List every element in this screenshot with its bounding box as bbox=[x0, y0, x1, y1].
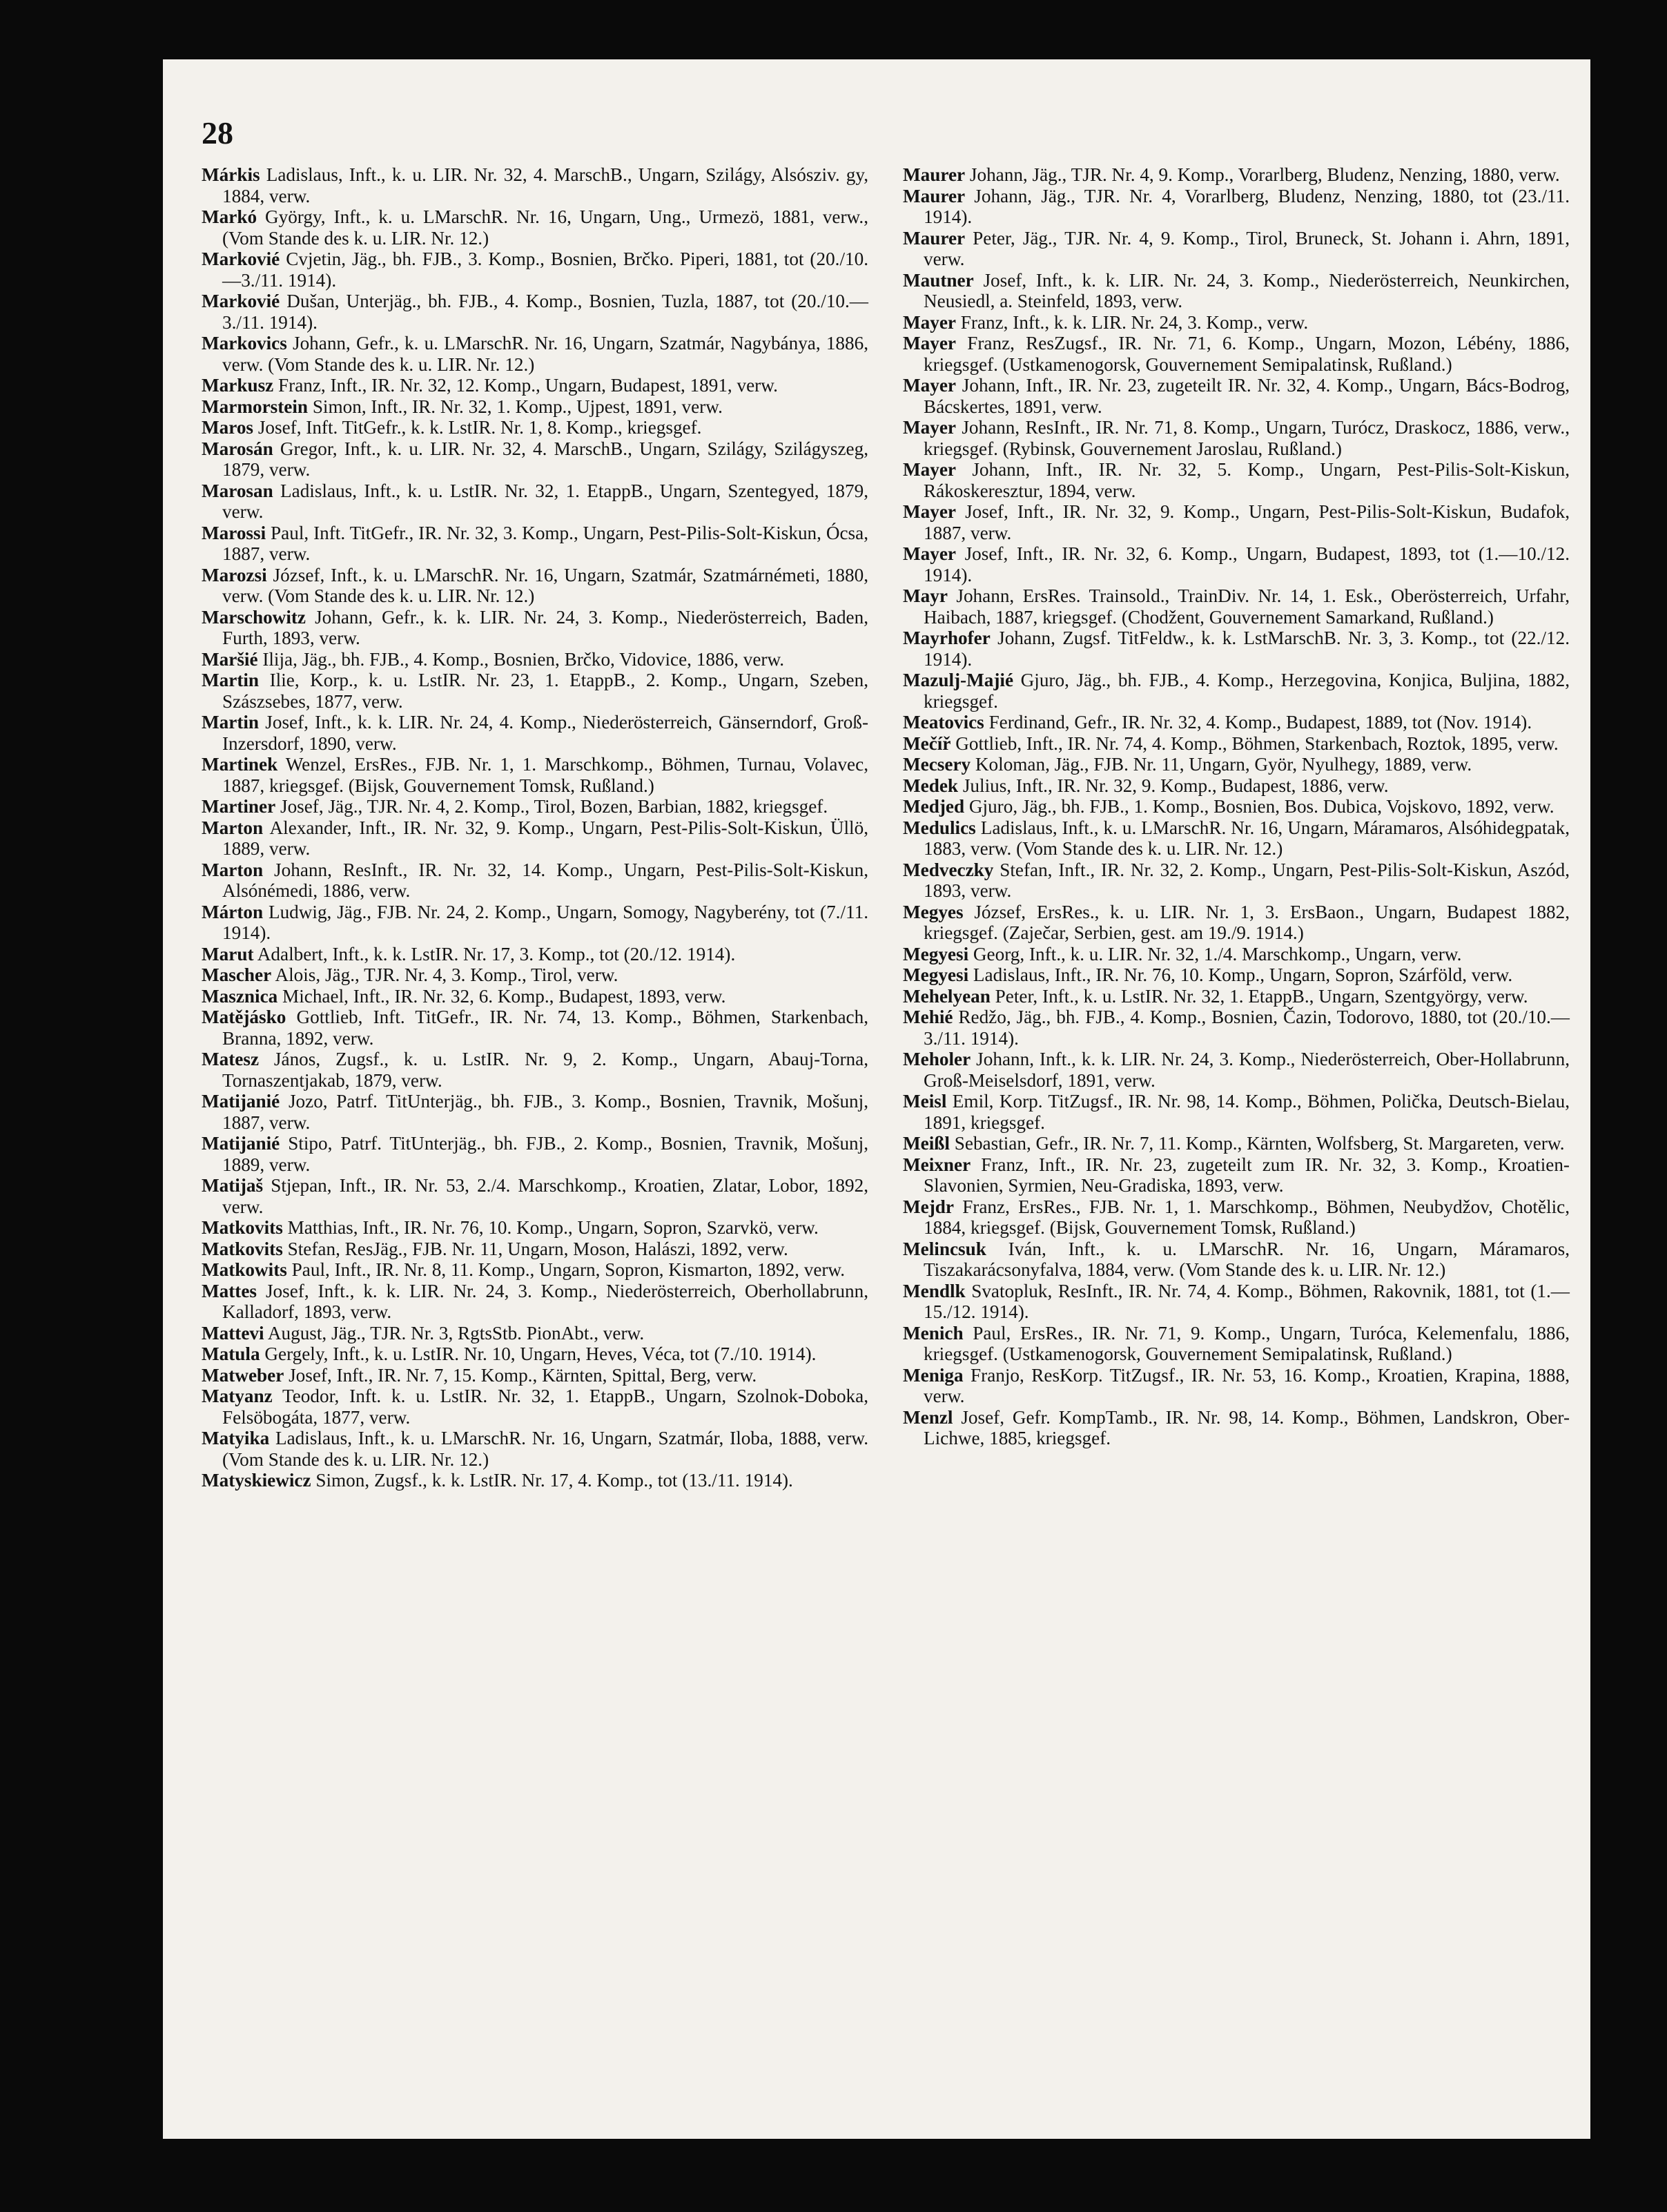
entry-text: Michael, Inft., IR. Nr. 32, 6. Komp., Budapest, 1893, verw. bbox=[277, 985, 726, 1007]
entry-name: Mayer bbox=[903, 543, 956, 564]
entry-text: Wenzel, ErsRes., FJB. Nr. 1, 1. Marschkomp., Böhmen, Turnau, Volavec, 1887, kriegsgef. (Bijsk, Gouvernement Tomsk, Rußland.) bbox=[222, 754, 868, 796]
entry bbox=[202, 796, 868, 817]
entry-name: Marton bbox=[202, 817, 264, 838]
entry bbox=[903, 628, 1570, 670]
entry-name: Matkovits bbox=[202, 1238, 283, 1259]
entry-text: Josef, Inft., k. k. LIR. Nr. 24, 3. Komp., Niederösterreich, Oberhollabrunn, Kalladorf, 1893, verw. bbox=[222, 1280, 868, 1322]
entry-text: Gregor, Inft., k. u. LIR. Nr. 32, 4. MarschB., Ungarn, Szilágy, Szilágyszeg, 1879, verw. bbox=[222, 438, 868, 480]
entry-name: Matkovits bbox=[202, 1217, 283, 1238]
entry-name: Maurer bbox=[903, 164, 966, 185]
entry-name: Matijaš bbox=[202, 1175, 264, 1196]
entry-name: Medek bbox=[903, 775, 959, 796]
entry bbox=[202, 1365, 868, 1386]
entry bbox=[903, 944, 1570, 965]
entry-text: Johann, Jäg., TJR. Nr. 4, 9. Komp., Vorarlberg, Bludenz, Nenzing, 1880, verw. bbox=[965, 164, 1560, 185]
entry bbox=[202, 1175, 868, 1217]
entry-name: Márton bbox=[202, 901, 264, 922]
entry bbox=[903, 312, 1570, 333]
entry-name: Meißl bbox=[903, 1133, 950, 1154]
entry-text: Johann, Inft., k. k. LIR. Nr. 24, 3. Komp., Niederösterreich, Ober-Hollabrunn, Groß-Meiselsdorf, 1891, verw. bbox=[924, 1049, 1570, 1091]
entry bbox=[202, 607, 868, 649]
entry bbox=[202, 291, 868, 333]
entry bbox=[202, 565, 868, 607]
entry bbox=[903, 1196, 1570, 1239]
entry bbox=[202, 1343, 868, 1365]
entry-text: Johann, ResInft., IR. Nr. 71, 8. Komp., Ungarn, Turócz, Draskocz, 1886, verw., kriegsgef. (Rybinsk, Gouvernement Jaroslau, Rußland.) bbox=[924, 417, 1570, 459]
entry-text: Franz, Inft., k. k. LIR. Nr. 24, 3. Komp., verw. bbox=[955, 311, 1309, 333]
entry-text: Ladislaus, Inft., k. u. LMarschR. Nr. 16, Ungarn, Máramaros, Alsóhidegpatak, 1883, verw. (Vom Stande des k. u. LIR. Nr. 12.) bbox=[924, 817, 1570, 859]
entry-name: Mautner bbox=[903, 269, 974, 291]
entry-name: Mattevi bbox=[202, 1322, 264, 1343]
entry bbox=[202, 523, 868, 565]
entry bbox=[903, 1365, 1570, 1407]
entry-text: Simon, Zugsf., k. k. LstIR. Nr. 17, 4. Komp., tot (13./11. 1914). bbox=[311, 1470, 793, 1491]
entry-name: Marozsi bbox=[202, 564, 267, 585]
entry bbox=[202, 1281, 868, 1323]
entry-text: Johann, Gefr., k. u. LMarschR. Nr. 16, Ungarn, Szatmár, Nagybánya, 1886, verw. (Vom Stande des k. u. LIR. Nr. 12.) bbox=[222, 333, 868, 375]
entry bbox=[202, 438, 868, 481]
entry-text: Paul, Inft. TitGefr., IR. Nr. 32, 3. Komp., Ungarn, Pest-Pilis-Solt-Kiskun, Ócsa, 1887, verw. bbox=[222, 522, 868, 564]
entry-name: Matyanz bbox=[202, 1386, 273, 1406]
entry-name: Marut bbox=[202, 943, 254, 964]
entry-name: Mendlk bbox=[903, 1280, 966, 1301]
entry bbox=[903, 1323, 1570, 1365]
entry bbox=[202, 396, 868, 418]
entry-name: Medjed bbox=[903, 796, 965, 817]
entry-text: Ladislaus, Inft., k. u. LstIR. Nr. 32, 1. EtappB., Ungarn, Szentegyed, 1879, verw. bbox=[222, 480, 868, 522]
entry bbox=[903, 417, 1570, 459]
entry-name: Markó bbox=[202, 206, 257, 227]
entry bbox=[202, 754, 868, 796]
entry-name: Melincsuk bbox=[903, 1238, 986, 1259]
entry bbox=[903, 986, 1570, 1007]
entry bbox=[903, 1049, 1570, 1091]
entry-text: Peter, Jäg., TJR. Nr. 4, 9. Komp., Tirol, Bruneck, St. Johann i. Ahrn, 1891, verw. bbox=[924, 227, 1570, 269]
entry-name: Mattes bbox=[202, 1280, 257, 1301]
entry bbox=[903, 1154, 1570, 1196]
entry-text: Dušan, Unterjäg., bh. FJB., 4. Komp., Bosnien, Tuzla, 1887, tot (20./10.—3./11. 1914). bbox=[222, 291, 868, 333]
entry bbox=[903, 270, 1570, 312]
entry-text: Adalbert, Inft., k. k. LstIR. Nr. 17, 3. Komp., tot (20./12. 1914). bbox=[253, 943, 736, 964]
entry-name: Markovié bbox=[202, 249, 280, 269]
entry bbox=[903, 775, 1570, 797]
entry-name: Menich bbox=[903, 1322, 964, 1343]
entry-text: Emil, Korp. TitZugsf., IR. Nr. 98, 14. Komp., Böhmen, Polička, Deutsch-Bielau, 1891, kriegsgef. bbox=[924, 1091, 1570, 1133]
entry bbox=[202, 249, 868, 291]
entry bbox=[903, 164, 1570, 186]
entry bbox=[202, 164, 868, 206]
entry bbox=[903, 796, 1570, 817]
entry-text: Ilie, Korp., k. u. LstIR. Nr. 23, 1. EtappB., 2. Komp., Ungarn, Szeben, Szászsebes, 1877, verw. bbox=[222, 670, 868, 712]
entry-text: Josef, Inft., k. k. LIR. Nr. 24, 4. Komp., Niederösterreich, Gänserndorf, Groß-Inzersdorf, 1890, verw. bbox=[222, 712, 868, 754]
entry-name: Matesz bbox=[202, 1049, 260, 1069]
entry-name: Mazulj-Majié bbox=[903, 670, 1014, 690]
entry bbox=[202, 333, 868, 375]
entry bbox=[903, 333, 1570, 375]
entry-text: Sebastian, Gefr., IR. Nr. 7, 11. Komp., Kärnten, Wolfsberg, St. Margareten, verw. bbox=[949, 1133, 1565, 1154]
entry-name: Meatovics bbox=[903, 712, 984, 733]
entry bbox=[202, 670, 868, 712]
entry bbox=[202, 1217, 868, 1239]
entry-text: Paul, ErsRes., IR. Nr. 71, 9. Komp., Ungarn, Turóca, Kelemenfalu, 1886, kriegsgef. (Ustkamenogorsk, Gouvernement Semipalatinsk, Rußland.) bbox=[924, 1322, 1570, 1364]
entry-name: Mayr bbox=[903, 585, 948, 606]
entry bbox=[202, 1323, 868, 1344]
entry-text: Stjepan, Inft., IR. Nr. 53, 2./4. Marschkomp., Kroatien, Zlatar, Lobor, 1892, verw. bbox=[222, 1175, 868, 1217]
entry-name: Marosán bbox=[202, 438, 273, 459]
entry bbox=[202, 1133, 868, 1175]
entry-text: Ludwig, Jäg., FJB. Nr. 24, 2. Komp., Ungarn, Somogy, Nagyberény, tot (7./11. 1914). bbox=[222, 901, 868, 943]
entry-name: Matyskiewicz bbox=[202, 1470, 311, 1491]
entry-name: Maros bbox=[202, 417, 254, 438]
entry bbox=[903, 712, 1570, 733]
entry bbox=[202, 1049, 868, 1091]
entry-name: Mascher bbox=[202, 964, 272, 985]
entry bbox=[903, 754, 1570, 775]
entry bbox=[903, 186, 1570, 228]
entry bbox=[903, 1091, 1570, 1133]
entry-text: János, Zugsf., k. u. LstIR. Nr. 9, 2. Komp., Ungarn, Abauj-Torna, Tornaszentjakab, 1879, verw. bbox=[222, 1049, 868, 1091]
entry-text: Cvjetin, Jäg., bh. FJB., 3. Komp., Bosnien, Brčko. Piperi, 1881, tot (20./10.—3./11. 1914). bbox=[222, 249, 868, 291]
entry-text: Josef, Gefr. KompTamb., IR. Nr. 98, 14. Komp., Böhmen, Landskron, Ober-Lichwe, 1885, kriegsgef. bbox=[924, 1406, 1570, 1448]
entry-text: Franjo, ResKorp. TitZugsf., IR. Nr. 53, 16. Komp., Kroatien, Krapina, 1888, verw. bbox=[924, 1364, 1570, 1406]
entry bbox=[903, 543, 1570, 585]
entry bbox=[202, 1386, 868, 1428]
entry-text: György, Inft., k. u. LMarschR. Nr. 16, Ungarn, Ung., Urmezö, 1881, verw., (Vom Stande des k. u. LIR. Nr. 12.) bbox=[222, 206, 868, 249]
entry-name: Maršié bbox=[202, 648, 258, 670]
entry-text: Josef, Jäg., TJR. Nr. 4, 2. Komp., Tirol, Bozen, Barbian, 1882, kriegsgef. bbox=[275, 796, 828, 817]
entry-text: Peter, Inft., k. u. LstIR. Nr. 32, 1. EtappB., Ungarn, Szentgyörgy, verw. bbox=[990, 985, 1528, 1007]
entry-name: Matkowits bbox=[202, 1259, 287, 1280]
entry-text: Ladislaus, Inft., k. u. LIR. Nr. 32, 4. MarschB., Ungarn, Szilágy, Alsósziv. gy, 1884, verw. bbox=[222, 164, 868, 206]
entry bbox=[903, 1407, 1570, 1449]
entry bbox=[202, 986, 868, 1007]
entry-text: Josef, Inft., IR. Nr. 32, 6. Komp., Ungarn, Budapest, 1893, tot (1.—10./12. 1914). bbox=[924, 543, 1570, 585]
entry bbox=[903, 733, 1570, 755]
entry-name: Martin bbox=[202, 670, 260, 690]
entry-name: Maurer bbox=[903, 185, 966, 206]
entry-text: August, Jäg., TJR. Nr. 3, RgtsStb. PionAbt., verw. bbox=[264, 1322, 645, 1343]
entry bbox=[202, 712, 868, 754]
entry-text: József, Inft., k. u. LMarschR. Nr. 16, Ungarn, Szatmár, Szatmárnémeti, 1880, verw. (Vom Stande des k. u. LIR. Nr. 12.) bbox=[222, 564, 868, 606]
entry bbox=[903, 501, 1570, 543]
entry bbox=[903, 902, 1570, 944]
entry-text: Gjuro, Jäg., bh. FJB., 4. Komp., Herzegovina, Konjica, Buljina, 1882, kriegsgef. bbox=[924, 670, 1570, 712]
entry bbox=[903, 817, 1570, 860]
entry bbox=[202, 860, 868, 902]
entry-name: Mayer bbox=[903, 459, 956, 480]
entry-text: Josef, Inft. TitGefr., k. k. LstIR. Nr. 1, 8. Komp., kriegsgef. bbox=[253, 417, 702, 438]
entry-name: Menzl bbox=[903, 1406, 953, 1428]
entry-name: Markovié bbox=[202, 291, 280, 311]
entry bbox=[202, 1470, 868, 1491]
entry-text: Koloman, Jäg., FJB. Nr. 11, Ungarn, Györ, Nyulhegy, 1889, verw. bbox=[971, 754, 1472, 775]
entry-name: Martinek bbox=[202, 754, 278, 775]
entry bbox=[202, 902, 868, 944]
entry bbox=[903, 1007, 1570, 1049]
entry-name: Masznica bbox=[202, 985, 278, 1007]
entry-name: Mehié bbox=[903, 1007, 953, 1027]
entry bbox=[903, 585, 1570, 628]
page-number: 28 bbox=[202, 115, 233, 151]
entry-name: Matijanié bbox=[202, 1133, 280, 1154]
entry-name: Meisl bbox=[903, 1091, 947, 1112]
entry-name: Marossi bbox=[202, 522, 266, 543]
entry-name: Mayer bbox=[903, 375, 956, 396]
entry bbox=[202, 481, 868, 523]
entry-text: Ladislaus, Inft., IR. Nr. 76, 10. Komp., Ungarn, Sopron, Szárföld, verw. bbox=[968, 964, 1513, 985]
entry-text: Gottlieb, Inft. TitGefr., IR. Nr. 74, 13. Komp., Böhmen, Starkenbach, Branna, 1892, verw. bbox=[222, 1007, 868, 1049]
entry bbox=[903, 375, 1570, 417]
entry bbox=[202, 964, 868, 986]
entry-name: Martin bbox=[202, 712, 260, 733]
entry bbox=[903, 1133, 1570, 1154]
entry-name: Matyika bbox=[202, 1428, 270, 1448]
entry-text: Redžo, Jäg., bh. FJB., 4. Komp., Bosnien, Čazin, Todorovo, 1880, tot (20./10.—3./11. 1914). bbox=[924, 1007, 1570, 1049]
entry-text: Franz, ResZugsf., IR. Nr. 71, 6. Komp., Ungarn, Mozon, Lébény, 1886, kriegsgef. (Ustkamenogorsk, Gouvernement Semipalatinsk, Rußland.) bbox=[924, 333, 1570, 375]
entry-text: Stefan, ResJäg., FJB. Nr. 11, Ungarn, Moson, Halászi, 1892, verw. bbox=[282, 1238, 788, 1259]
entry-text: Alois, Jäg., TJR. Nr. 4, 3. Komp., Tirol, verw. bbox=[271, 964, 618, 985]
entry-name: Mayer bbox=[903, 311, 956, 333]
entry-name: Medveczky bbox=[903, 859, 994, 880]
entry-name: Márkis bbox=[202, 164, 260, 185]
entry-text: Johann, Inft., IR. Nr. 23, zugeteilt IR. Nr. 32, 4. Komp., Ungarn, Bács-Bodrog, Bácskertes, 1891, verw. bbox=[924, 375, 1570, 417]
entry-name: Meixner bbox=[903, 1154, 971, 1175]
entry-name: Matula bbox=[202, 1343, 260, 1364]
entry-name: Matijanié bbox=[202, 1091, 280, 1112]
entry-name: Medulics bbox=[903, 817, 976, 838]
entry bbox=[202, 206, 868, 249]
entry bbox=[903, 860, 1570, 902]
entry-text: Georg, Inft., k. u. LIR. Nr. 32, 1./4. Marschkomp., Ungarn, verw. bbox=[968, 943, 1462, 964]
entry-name: Meniga bbox=[903, 1364, 964, 1386]
entry bbox=[903, 964, 1570, 986]
entry-text: Simon, Inft., IR. Nr. 32, 1. Komp., Ujpest, 1891, verw. bbox=[308, 396, 723, 417]
entry bbox=[202, 1428, 868, 1470]
entry-text: Jozo, Patrf. TitUnterjäg., bh. FJB., 3. Komp., Bosnien, Travnik, Mošunj, 1887, verw. bbox=[222, 1091, 868, 1133]
entry-text: Johann, Inft., IR. Nr. 32, 5. Komp., Ungarn, Pest-Pilis-Solt-Kiskun, Rákoskeresztur, 1894, verw. bbox=[924, 459, 1570, 501]
entry-name: Markovics bbox=[202, 333, 287, 353]
entry-text: Johann, ErsRes. Trainsold., TrainDiv. Nr. 14, 1. Esk., Oberösterreich, Urfahr, Haibach, 1887, kriegsgef. (Chodžent, Gouvernement Samarkand, Rußland.) bbox=[924, 585, 1570, 628]
entry-name: Megyes bbox=[903, 901, 964, 922]
entry bbox=[903, 1239, 1570, 1281]
entry-name: Mejdr bbox=[903, 1196, 954, 1217]
left-column bbox=[202, 164, 868, 1491]
entry-name: Mayer bbox=[903, 501, 956, 522]
entry-text: Johann, Gefr., k. k. LIR. Nr. 24, 3. Komp., Niederösterreich, Baden, Furth, 1893, verw. bbox=[222, 606, 868, 648]
entry-text: Ladislaus, Inft., k. u. LMarschR. Nr. 16, Ungarn, Szatmár, Iloba, 1888, verw. (Vom Stande des k. u. LIR. Nr. 12.) bbox=[222, 1428, 868, 1470]
entry-text: Iván, Inft., k. u. LMarschR. Nr. 16, Ungarn, Máramaros, Tiszakarácsonyfalva, 1884, verw. (Vom Stande des k. u. LIR. Nr. 12.) bbox=[924, 1238, 1570, 1280]
entry bbox=[202, 417, 868, 438]
entry-text: Svatopluk, ResInft., IR. Nr. 74, 4. Komp., Böhmen, Rakovnik, 1881, tot (1.—15./12. 1914). bbox=[924, 1280, 1570, 1322]
entry-text: Matthias, Inft., IR. Nr. 76, 10. Komp., Ungarn, Sopron, Szarvkö, verw. bbox=[282, 1217, 819, 1238]
entry-name: Marosan bbox=[202, 480, 273, 501]
entry-text: Josef, Inft., IR. Nr. 7, 15. Komp., Kärnten, Spittal, Berg, verw. bbox=[284, 1364, 757, 1386]
entry-name: Maurer bbox=[903, 227, 966, 249]
entry-text: Alexander, Inft., IR. Nr. 32, 9. Komp., Ungarn, Pest-Pilis-Solt-Kiskun, Üllö, 1889, verw. bbox=[222, 817, 868, 859]
entry-text: Franz, ErsRes., FJB. Nr. 1, 1. Marschkomp., Böhmen, Neubydžov, Chotělic, 1884, kriegsgef. (Bijsk, Gouvernement Tomsk, Rußland.) bbox=[924, 1196, 1570, 1238]
entry-name: Mečíř bbox=[903, 733, 951, 754]
entry-name: Mayrhofer bbox=[903, 628, 991, 648]
entry bbox=[202, 1007, 868, 1049]
entry-text: Teodor, Inft. k. u. LstIR. Nr. 32, 1. EtappB., Ungarn, Szolnok-Doboka, Felsöbogáta, 1877, verw. bbox=[222, 1386, 868, 1428]
entry-text: Paul, Inft., IR. Nr. 8, 11. Komp., Ungarn, Sopron, Kismarton, 1892, verw. bbox=[286, 1259, 846, 1280]
entry-text: Ilija, Jäg., bh. FJB., 4. Komp., Bosnien, Brčko, Vidovice, 1886, verw. bbox=[257, 648, 785, 670]
right-column bbox=[903, 164, 1570, 1449]
entry bbox=[903, 1281, 1570, 1323]
entry bbox=[903, 228, 1570, 270]
entry-name: Markusz bbox=[202, 375, 274, 396]
entry-text: Johann, Jäg., TJR. Nr. 4, Vorarlberg, Bludenz, Nenzing, 1880, tot (23./11. 1914). bbox=[924, 185, 1570, 227]
entry-text: Gergely, Inft., k. u. LstIR. Nr. 10, Ungarn, Heves, Véca, tot (7./10. 1914). bbox=[260, 1343, 817, 1364]
entry-name: Marschowitz bbox=[202, 606, 306, 628]
entry bbox=[202, 944, 868, 965]
entry-name: Matweber bbox=[202, 1364, 284, 1386]
entry-name: Mayer bbox=[903, 333, 956, 353]
entry-name: Mecsery bbox=[903, 754, 971, 775]
entry-text: Gottlieb, Inft., IR. Nr. 74, 4. Komp., Böhmen, Starkenbach, Roztok, 1895, verw. bbox=[951, 733, 1559, 754]
entry bbox=[202, 1091, 868, 1133]
entry-name: Megyesi bbox=[903, 964, 969, 985]
entry-name: Megyesi bbox=[903, 943, 969, 964]
entry bbox=[202, 817, 868, 860]
entry-name: Marton bbox=[202, 859, 264, 880]
entry-text: Josef, Inft., IR. Nr. 32, 9. Komp., Ungarn, Pest-Pilis-Solt-Kiskun, Budafok, 1887, verw. bbox=[924, 501, 1570, 543]
entry bbox=[903, 670, 1570, 712]
entry-text: Johann, Zugsf. TitFeldw., k. k. LstMarschB. Nr. 3, 3. Komp., tot (22./12. 1914). bbox=[924, 628, 1570, 670]
entry-text: Franz, Inft., IR. Nr. 23, zugeteilt zum IR. Nr. 32, 3. Komp., Kroatien-Slavonien, Syrmien, Neu-Gradiska, 1893, verw. bbox=[924, 1154, 1570, 1196]
entry-text: Stefan, Inft., IR. Nr. 32, 2. Komp., Ungarn, Pest-Pilis-Solt-Kiskun, Aszód, 1893, verw. bbox=[924, 859, 1570, 901]
entry bbox=[202, 375, 868, 396]
entry-text: Julius, Inft., IR. Nr. 32, 9. Komp., Budapest, 1886, verw. bbox=[958, 775, 1389, 796]
entry bbox=[202, 1239, 868, 1260]
entry-name: Martiner bbox=[202, 796, 276, 817]
entry-text: Franz, Inft., IR. Nr. 32, 12. Komp., Ungarn, Budapest, 1891, verw. bbox=[273, 375, 778, 396]
entry-name: Marmorstein bbox=[202, 396, 309, 417]
entry-text: Stipo, Patrf. TitUnterjäg., bh. FJB., 2. Komp., Bosnien, Travnik, Mošunj, 1889, verw. bbox=[222, 1133, 868, 1175]
entry bbox=[202, 649, 868, 670]
entry bbox=[202, 1259, 868, 1281]
entry bbox=[903, 459, 1570, 501]
entry-text: József, ErsRes., k. u. LIR. Nr. 1, 3. ErsBaon., Ungarn, Budapest 1882, kriegsgef. (Zaječar, Serbien, gest. am 19./9. 1914.) bbox=[924, 901, 1570, 943]
entry-text: Gjuro, Jäg., bh. FJB., 1. Komp., Bosnien, Bos. Dubica, Vojskovo, 1892, verw. bbox=[964, 796, 1554, 817]
entry-name: Meholer bbox=[903, 1049, 971, 1069]
entry-name: Mehelyean bbox=[903, 985, 991, 1007]
entry-text: Josef, Inft., k. k. LIR. Nr. 24, 3. Komp., Niederösterreich, Neunkirchen, Neusiedl, a. Steinfeld, 1893, verw. bbox=[924, 269, 1570, 311]
entry-name: Matějásko bbox=[202, 1007, 286, 1027]
entry-text: Ferdinand, Gefr., IR. Nr. 32, 4. Komp., Budapest, 1889, tot (Nov. 1914). bbox=[984, 712, 1532, 733]
entry-text: Johann, ResInft., IR. Nr. 32, 14. Komp., Ungarn, Pest-Pilis-Solt-Kiskun, Alsónémedi, 1886, verw. bbox=[222, 859, 868, 901]
entry-name: Mayer bbox=[903, 417, 956, 438]
